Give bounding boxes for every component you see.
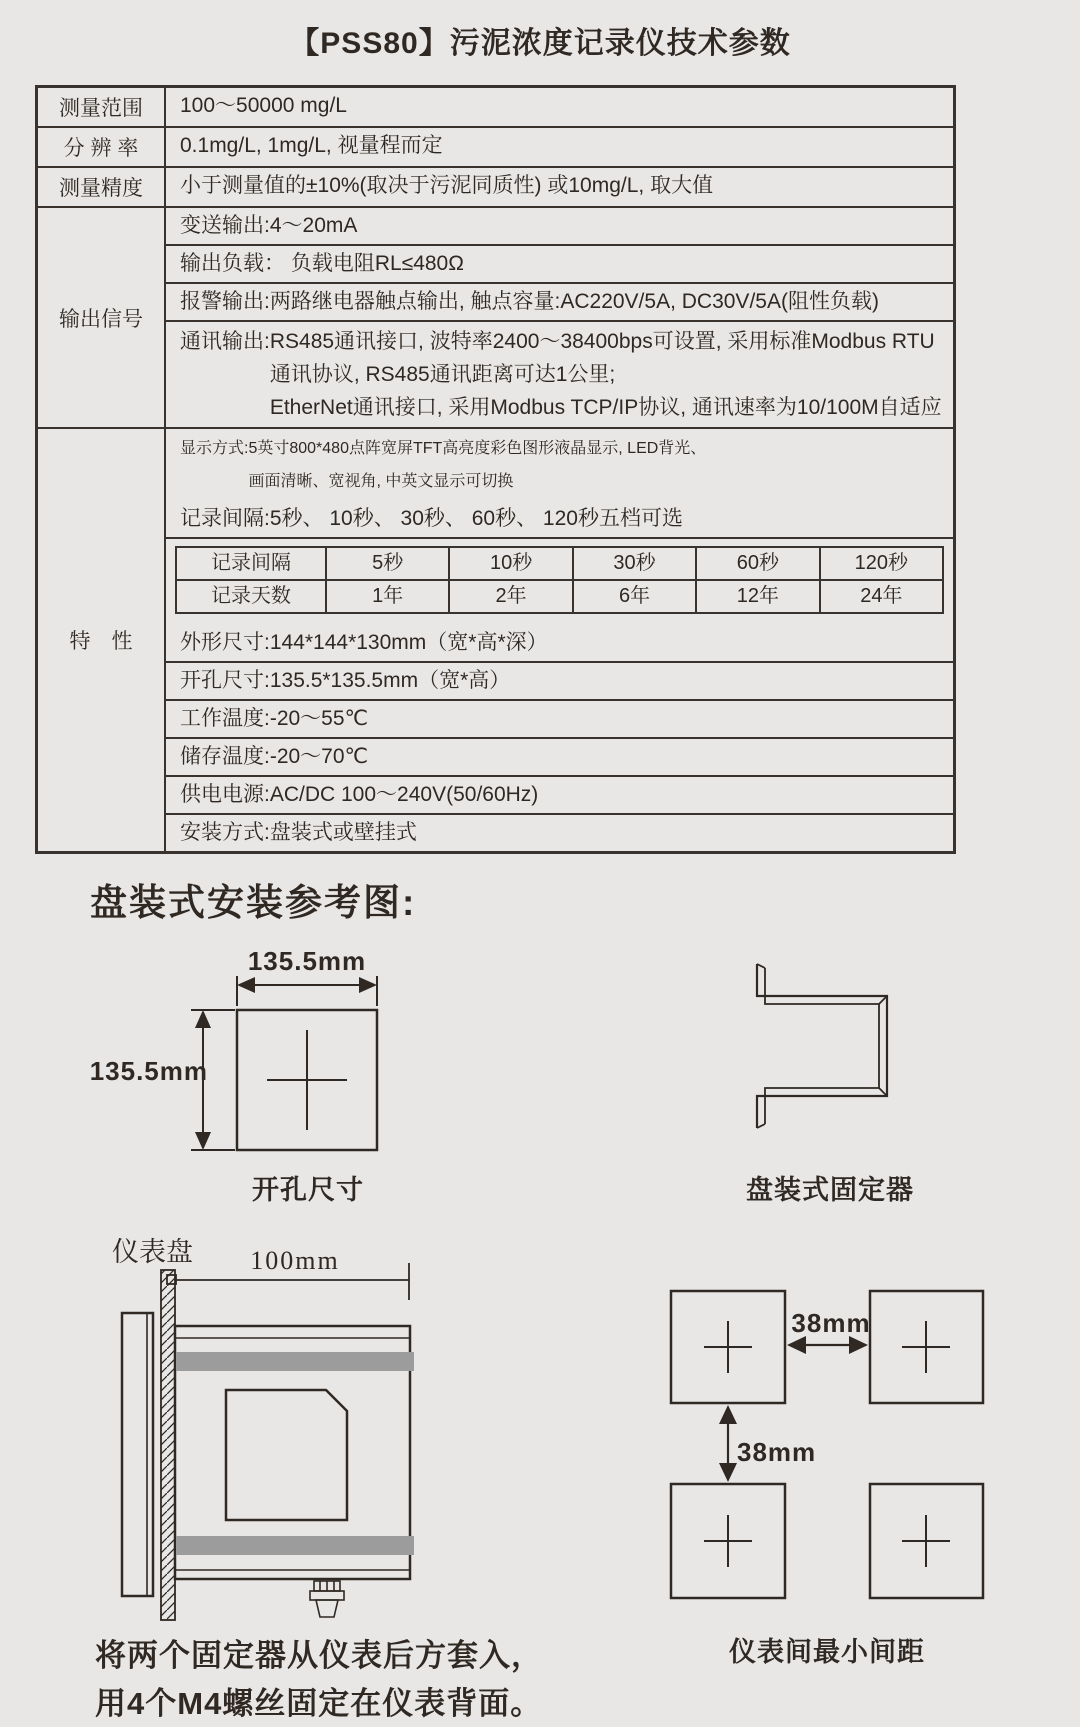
spacing-v-label: 38mm xyxy=(737,1437,817,1467)
row-label: 测量范围 xyxy=(38,88,166,126)
cutout-height-label: 135.5mm xyxy=(89,1056,208,1086)
comm-line: 通讯协议, RS485通讯距离可达1公里; xyxy=(269,363,616,386)
sub-row: 储存温度:-20～70℃ xyxy=(166,737,953,775)
fixer-diagram xyxy=(745,950,900,1140)
record-table xyxy=(175,546,944,614)
comm-prefix: 通讯输出: xyxy=(180,330,270,353)
row-value: 小于测量值的±10%(取决于污泥同质性) 或10mg/L, 取大值 xyxy=(180,174,714,197)
sub-row: 工作温度:-20～55℃ xyxy=(166,699,953,737)
sub-row: 输出负载： 负载电阻RL≤480Ω xyxy=(166,244,953,282)
panel-label: 仪表盘 xyxy=(112,1237,193,1267)
comm-line: EtherNet通讯接口, 采用Modbus TCP/IP协议, 通讯速率为10/100M自适应 xyxy=(269,396,942,419)
sub-row: 安装方式:盘装式或壁挂式 xyxy=(166,813,953,851)
panel-wall-hatched xyxy=(161,1270,175,1620)
comm-line: RS485通讯接口, 波特率2400～38400bps可设置, 采用标准Modbus RTU xyxy=(269,330,935,353)
fixer-caption: 盘装式固定器 xyxy=(746,1175,914,1205)
spacing-caption: 仪表间最小间距 xyxy=(729,1637,925,1667)
spacing-h-label: 38mm xyxy=(791,1308,871,1338)
mounting-note-line2: 用4个M4螺丝固定在仪表背面。 xyxy=(95,1686,543,1721)
row-label: 特 性 xyxy=(38,429,166,851)
table-row-output-signal xyxy=(38,206,953,427)
meter-width-dimension xyxy=(167,1263,409,1300)
cutout-caption: 开孔尺寸 xyxy=(252,1175,364,1205)
terminal-plate xyxy=(226,1390,347,1520)
display-line: 5英寸800*480点阵宽屏TFT高亮度彩色图形液晶显示, LED背光、 xyxy=(248,440,707,457)
record-table-days-row xyxy=(177,579,942,612)
table-row xyxy=(38,166,953,206)
cable-gland xyxy=(310,1581,344,1617)
width-dimension-arrow xyxy=(237,976,377,1006)
spec-table xyxy=(35,85,956,854)
table-row xyxy=(38,88,953,126)
fixer-bracket-shape xyxy=(757,964,887,1128)
row-value: 100～50000 mg/L xyxy=(180,94,347,117)
record-cell: 60秒 xyxy=(695,548,818,579)
fixer-diagram-svg xyxy=(745,950,900,1140)
sub-row: 供电电源:AC/DC 100～240V(50/60Hz) xyxy=(166,775,953,813)
record-cell: 记录天数 xyxy=(211,585,291,607)
sub-row: 报警输出:两路继电器触点输出, 触点容量:AC220V/5A, DC30V/5A(阻性负载) xyxy=(166,282,953,320)
record-cell: 1年 xyxy=(325,581,448,612)
record-cell: 120秒 xyxy=(819,548,942,579)
table-row-features xyxy=(38,427,953,851)
row-label: 分 辨 率 xyxy=(38,128,166,166)
record-cell: 2年 xyxy=(448,581,571,612)
page-title: 【PSS80】污泥浓度记录仪技术参数 xyxy=(289,27,791,60)
fixer-bars xyxy=(176,1352,414,1555)
meter-side-view-svg xyxy=(95,1250,430,1625)
record-cell: 10秒 xyxy=(448,548,571,579)
display-prefix: 显示方式: xyxy=(180,440,249,457)
row-value: 0.1mg/L, 1mg/L, 视量程而定 xyxy=(180,134,443,157)
sub-row: 开孔尺寸:135.5*135.5mm（宽*高） xyxy=(166,661,953,699)
arrowheads xyxy=(195,977,377,1150)
record-cell: 30秒 xyxy=(572,548,695,579)
sub-row-record-interval: 记录间隔:5秒、 10秒、 30秒、 60秒、 120秒五档可选 xyxy=(180,507,683,530)
row-label: 输出信号 xyxy=(38,208,166,427)
record-cell: 6年 xyxy=(572,581,695,612)
record-cell: 12年 xyxy=(695,581,818,612)
meter-width-label: 100mm xyxy=(250,1246,340,1275)
mounting-heading: 盘装式安装参考图: xyxy=(90,882,417,923)
sub-row: 外形尺寸:144*144*130mm（宽*高*深） xyxy=(180,631,548,654)
record-cell: 5秒 xyxy=(325,548,448,579)
sub-row-display-mode xyxy=(166,429,953,501)
row-label: 测量精度 xyxy=(38,168,166,206)
sub-row-comm-output xyxy=(166,320,953,427)
center-cross xyxy=(267,1030,347,1130)
sub-row: 变送输出:4～20mA xyxy=(180,214,358,237)
record-table-header-row xyxy=(177,548,942,579)
meter-bezel xyxy=(122,1313,153,1596)
meter-side-view-diagram xyxy=(95,1250,430,1625)
mounting-note-line1: 将两个固定器从仪表后方套入， xyxy=(95,1638,543,1673)
record-cell: 记录间隔 xyxy=(211,552,291,574)
record-cell: 24年 xyxy=(819,581,942,612)
display-line: 画面清晰、宽视角, 中英文显示可切换 xyxy=(248,473,514,490)
table-row xyxy=(38,126,953,166)
record-table-wrap xyxy=(166,537,953,625)
cutout-width-label: 135.5mm xyxy=(247,946,367,976)
